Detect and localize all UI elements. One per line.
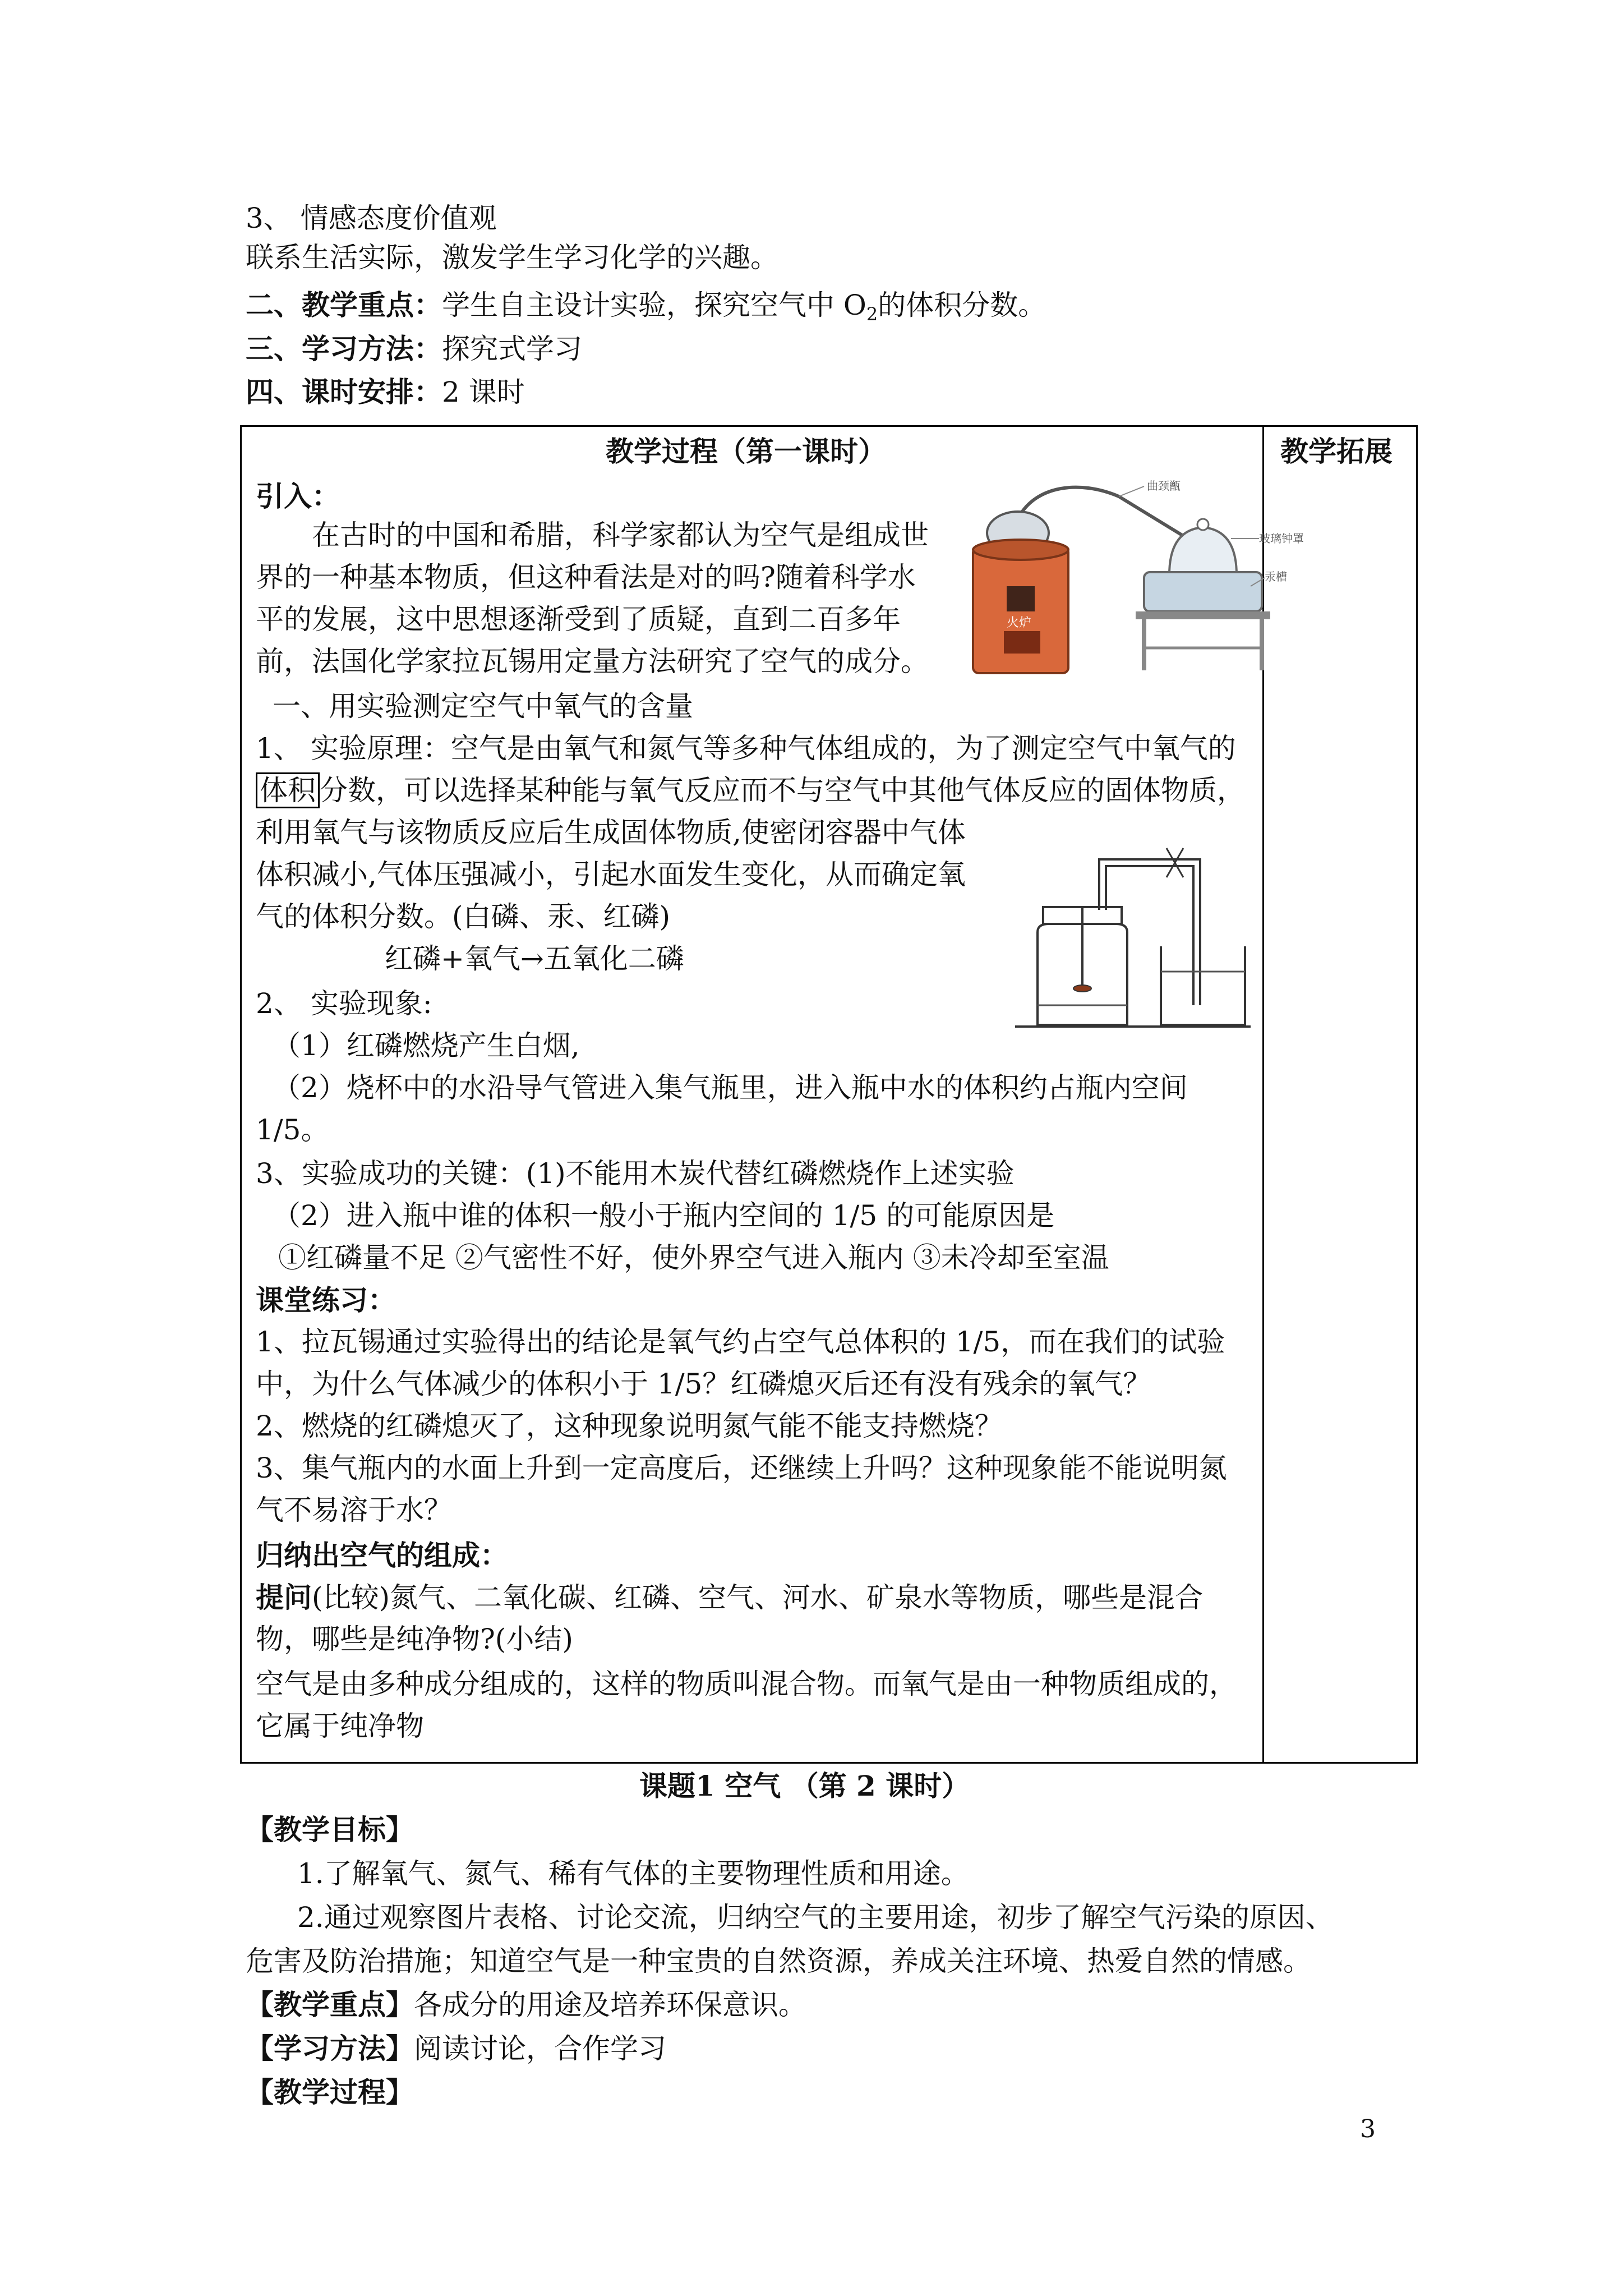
key-point-1: 3、实验成功的关键：(1)不能用木炭代替红磷燃烧作上述实验 [256, 1157, 1015, 1190]
question-label: 提问 [256, 1581, 312, 1614]
exercise-1b: 中，为什么气体减少的体积小于 1/5？红磷熄灭后还有没有残余的氧气？ [256, 1368, 1151, 1400]
phenomenon-2: （2）烧杯中的水沿导气管进入集气瓶里，进入瓶中水的体积约占瓶内空间 [273, 1071, 1188, 1104]
conclusion-1: 空气是由多种成分组成的，这样的物质叫混合物。而氧气是由一种物质组成的， [256, 1668, 1237, 1700]
method-label: 【学习方法】 [246, 2032, 414, 2065]
lesson-2-title: 课题1 空气 （第 2 课时） [639, 1769, 970, 1802]
fig-label-furnace: 火炉 [1007, 616, 1032, 630]
key-label: 【教学重点】 [246, 1988, 414, 2021]
intro-label: 引入： [256, 480, 340, 513]
section-1-title: 一、用实验测定空气中氧气的含量 [273, 690, 693, 723]
goal-2b: 危害及防治措施；知道空气是一种宝贵的自然资源，养成关注环境、热爱自然的情感。 [246, 1945, 1311, 1977]
key-text: 各成分的用途及培养环保意识。 [414, 1989, 806, 2021]
teaching-focus-text-b: 的体积分数。 [878, 289, 1046, 321]
principle-line-2 [256, 771, 1248, 810]
exercise-3b: 气不易溶于水？ [256, 1494, 452, 1526]
conclusion-2: 它属于纯净物 [256, 1710, 424, 1742]
question-line-2: 物，哪些是纯净物?(小结) [256, 1623, 573, 1655]
table-header-side: 教学拓展 [1280, 435, 1393, 468]
schedule-label: 四、课时安排： [246, 375, 442, 408]
goal-label: 【教学目标】 [246, 1813, 414, 1846]
table-header-main: 教学过程（第一课时） [606, 435, 886, 468]
key-line [246, 1986, 806, 2024]
principle-line-1: 1、 实验原理：空气是由氧气和氮气等多种气体组成的，为了测定空气中氧气的 [256, 732, 1236, 765]
lavoisier-apparatus-figure [951, 479, 1304, 682]
exercise-3a: 3、集气瓶内的水面上升到一定高度后，还继续上升吗？这种现象能不能说明氮 [256, 1452, 1227, 1484]
schedule-line [246, 373, 525, 411]
principle-line-5: 气的体积分数。(白磷、汞、红磷) [256, 900, 671, 933]
principle-boxed-word: 体积 [256, 772, 320, 808]
page-number: 3 [1360, 2115, 1376, 2143]
learning-method-line [246, 330, 582, 368]
reaction-equation: 红磷+氧气→五氧化二磷 [385, 942, 684, 975]
method-text: 阅读讨论，合作学习 [414, 2032, 666, 2065]
key-point-2: （2）进入瓶中谁的体积一般小于瓶内空间的 1/5 的可能原因是 [273, 1199, 1055, 1232]
teaching-focus-label: 二、教学重点： [246, 288, 442, 321]
exercise-1a: 1、拉瓦锡通过实验得出的结论是氧气约占空气总体积的 1/5，而在我们的试验 [256, 1326, 1225, 1358]
principle-line-4: 体积减小,气体压强减小，引起水面发生变化，从而确定氧 [256, 858, 966, 891]
phenomenon-2b: 1/5。 [256, 1114, 329, 1146]
principle-line-3: 利用氧气与该物质反应后生成固体物质,使密闭容器中气体 [256, 816, 966, 849]
objective-3-text: 联系生活实际，激发学生学习化学的兴趣。 [246, 241, 778, 274]
question-line [256, 1578, 1248, 1617]
exercise-2: 2、燃烧的红磷熄灭了，这种现象说明氮气能不能支持燃烧？ [256, 1410, 1003, 1442]
intro-line-3: 平的发展，这中思想逐渐受到了质疑，直到二百多年 [256, 603, 901, 636]
key-point-3: ①红磷量不足 ②气密性不好，使外界空气进入瓶内 ③未冷却至室温 [278, 1241, 1109, 1274]
goal-2a: 2.通过观察图片表格、讨论交流，归纳空气的主要用途，初步了解空气污染的原因、 [297, 1901, 1334, 1934]
phenomenon-1: （1）红磷燃烧产生白烟, [273, 1029, 580, 1062]
teaching-focus-line [246, 286, 1046, 333]
objective-3-heading: 3、 情感态度价值观 [246, 202, 497, 234]
summary-label: 归纳出空气的组成： [256, 1539, 508, 1572]
exercise-label: 课堂练习： [256, 1283, 396, 1317]
process-label: 【教学过程】 [246, 2076, 414, 2109]
teaching-focus-subscript: 2 [866, 303, 878, 325]
question-text: (比较)氮气、二氧化碳、红磷、空气、河水、矿泉水等物质，哪些是混合 [312, 1581, 1204, 1614]
method-line [246, 2030, 666, 2068]
goal-1: 1.了解氧气、氮气、稀有气体的主要物理性质和用途。 [297, 1857, 969, 1890]
intro-line-4: 前，法国化学家拉瓦锡用定量方法研究了空气的成分。 [256, 645, 929, 678]
teaching-focus-text-a: 学生自主设计实验，探究空气中 O [442, 289, 866, 321]
fig-label-belljar: 玻璃钟罩 [1259, 532, 1304, 545]
schedule-text: 2 课时 [442, 376, 525, 408]
fig-label-trough: 汞槽 [1265, 570, 1287, 583]
learning-method-text: 探究式学习 [442, 333, 582, 365]
phenomenon-title: 2、 实验现象: [256, 987, 432, 1020]
learning-method-label: 三、学习方法： [246, 332, 442, 365]
intro-line-2: 界的一种基本物质，但这种看法是对的吗?随着科学水 [256, 561, 916, 593]
intro-line-1: 在古时的中国和希腊，科学家都认为空气是组成世 [312, 519, 929, 551]
principle-line-2-rest: 分数，可以选择某种能与氧气反应而不与空气中其他气体反应的固体物质， [320, 774, 1245, 807]
fig-label-retort: 曲颈甑 [1147, 479, 1181, 493]
